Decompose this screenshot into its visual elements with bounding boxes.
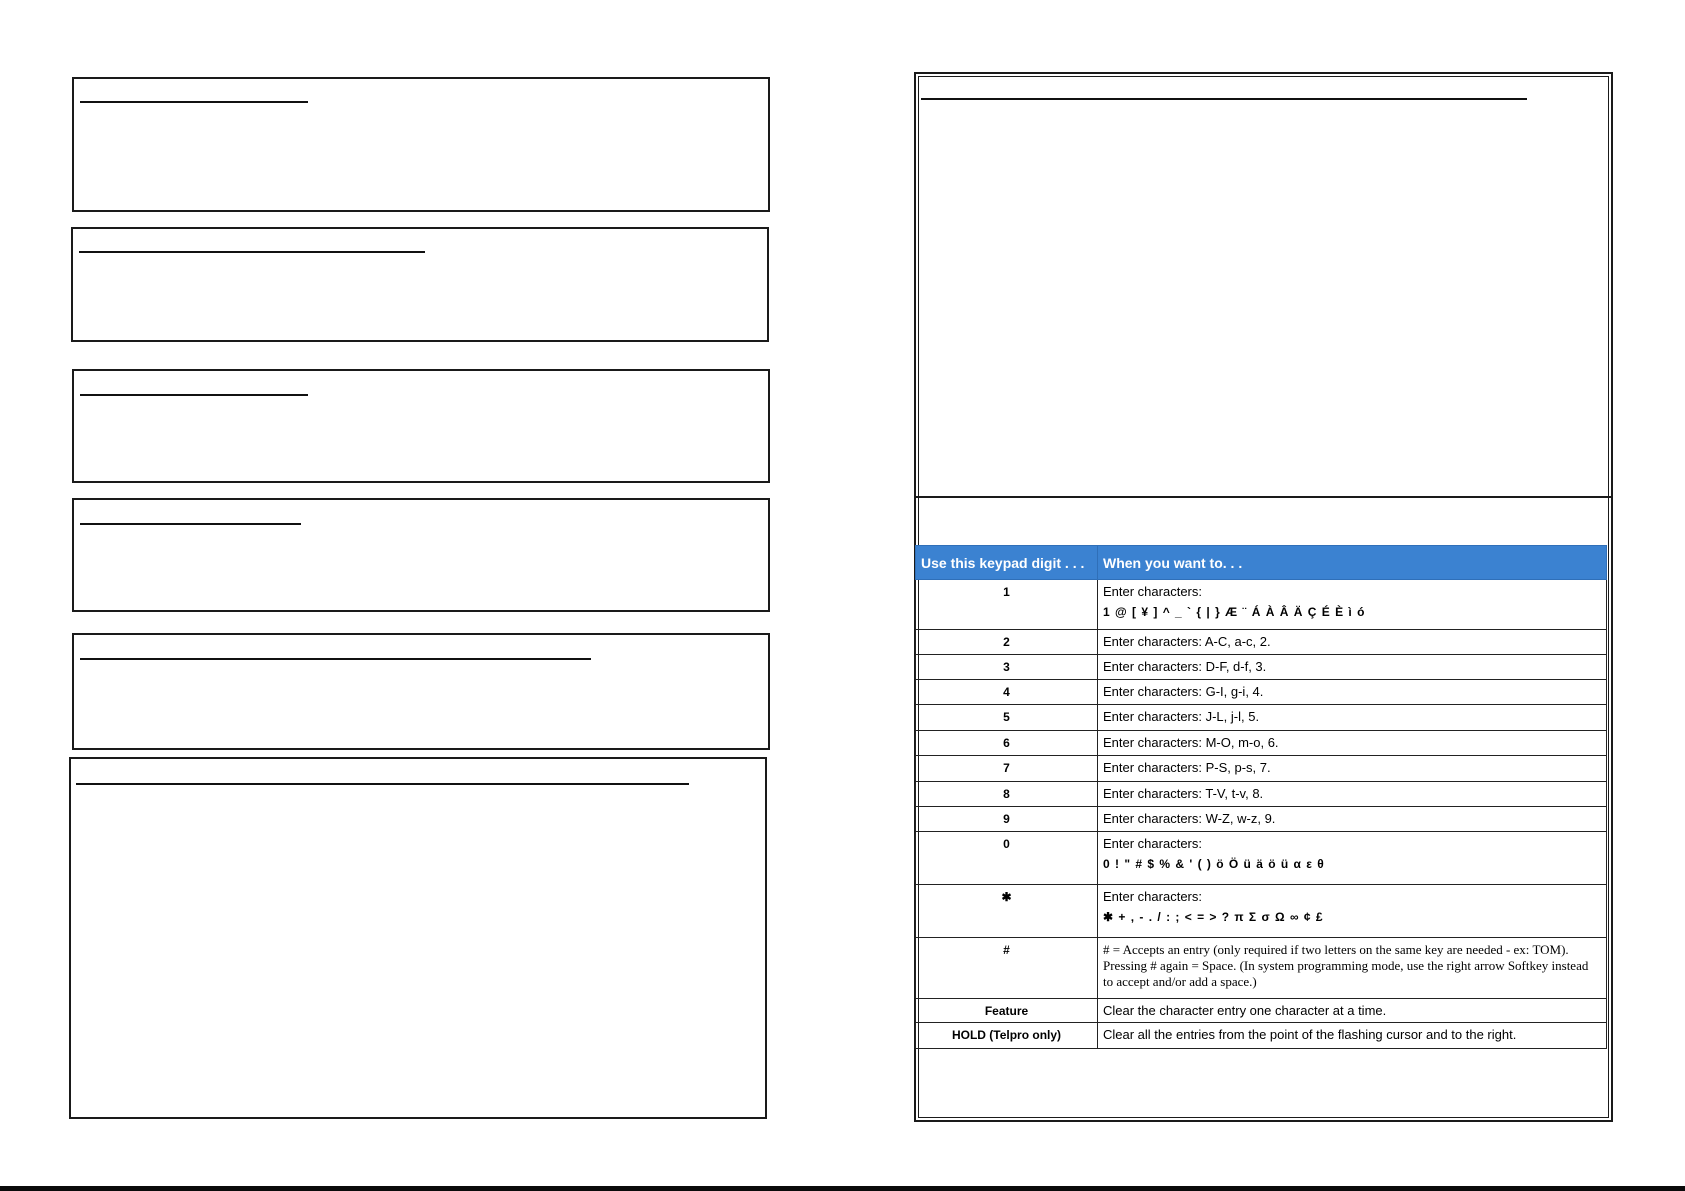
left-section-box-3 — [72, 369, 770, 483]
description-cell: Enter characters: G-I, g-i, 4. — [1098, 680, 1607, 705]
character-set: 1 @ [ ¥ ] ^ _ ` { | } Æ ¨ Á À Â Ä Ç É È ì ó — [1103, 605, 1366, 619]
description-cell: Clear the character entry one character at a time. — [1098, 999, 1607, 1023]
table-row — [916, 680, 1607, 705]
left-section-box-2 — [71, 227, 769, 342]
table-row — [916, 885, 1607, 938]
table-row — [916, 655, 1607, 680]
table-row — [916, 630, 1607, 655]
table-row — [916, 938, 1607, 999]
left-section-box-1 — [72, 77, 770, 212]
description-cell: Clear all the entries from the point of the flashing cursor and to the right. — [1098, 1023, 1607, 1049]
description-cell — [1098, 885, 1607, 938]
digit-cell: 1 — [916, 580, 1098, 630]
header-when-you-want-to: When you want to. . . — [1098, 546, 1607, 580]
left-section-3-heading-rule — [80, 394, 308, 396]
digit-cell: ✱ — [916, 885, 1098, 938]
left-section-box-4 — [72, 498, 770, 612]
table-row — [916, 807, 1607, 832]
description-cell: Enter characters: P-S, p-s, 7. — [1098, 756, 1607, 782]
left-section-4-heading-rule — [80, 523, 301, 525]
digit-cell: 8 — [916, 782, 1098, 807]
table-row — [916, 1023, 1607, 1049]
header-keypad-digit: Use this keypad digit . . . — [916, 546, 1098, 580]
description-cell: Enter characters: M-O, m-o, 6. — [1098, 731, 1607, 756]
character-set: ✱ + , - . / : ; < = > ? π Σ σ Ω ∞ ¢ £ — [1103, 910, 1324, 924]
digit-cell: Feature — [916, 999, 1098, 1023]
table-row — [916, 580, 1607, 630]
table-row — [916, 782, 1607, 807]
table-header-row — [916, 546, 1607, 580]
table-row — [916, 731, 1607, 756]
description-text: Enter characters: — [1103, 584, 1202, 599]
description-cell — [1098, 832, 1607, 885]
digit-cell: 0 — [916, 832, 1098, 885]
description-text: Enter characters: — [1103, 889, 1202, 904]
digit-cell: # — [916, 938, 1098, 999]
table-row — [916, 756, 1607, 782]
character-set: 0 ! " # $ % & ' ( ) ö Ö ü ä ö ü α ε θ — [1103, 857, 1325, 871]
description-cell: Enter characters: J-L, j-l, 5. — [1098, 705, 1607, 731]
digit-cell: 3 — [916, 655, 1098, 680]
left-section-box-5 — [72, 633, 770, 750]
description-cell — [1098, 580, 1607, 630]
digit-cell: 5 — [916, 705, 1098, 731]
left-section-5-heading-rule — [80, 658, 591, 660]
table-row — [916, 999, 1607, 1023]
description-cell: Enter characters: T-V, t-v, 8. — [1098, 782, 1607, 807]
digit-cell: 6 — [916, 731, 1098, 756]
description-cell: # = Accepts an entry (only required if two letters on the same key are needed - ex: TOM). Pressing # again = Space. (In system programming mode, use the right arrow Softkey instead to accept and/or add a space.) — [1098, 938, 1607, 999]
digit-cell: 9 — [916, 807, 1098, 832]
description-cell: Enter characters: W-Z, w-z, 9. — [1098, 807, 1607, 832]
right-panel-divider — [914, 496, 1613, 498]
digit-cell: 4 — [916, 680, 1098, 705]
left-section-1-heading-rule — [80, 101, 308, 103]
left-section-box-6 — [69, 757, 767, 1119]
keypad-character-table — [915, 545, 1607, 1049]
table-row — [916, 832, 1607, 885]
left-section-6-heading-rule — [76, 783, 689, 785]
description-cell: Enter characters: D-F, d-f, 3. — [1098, 655, 1607, 680]
bottom-edge-strip — [0, 1186, 1685, 1191]
table-row — [916, 705, 1607, 731]
digit-cell: 7 — [916, 756, 1098, 782]
digit-cell: HOLD (Telpro only) — [916, 1023, 1098, 1049]
digit-cell: 2 — [916, 630, 1098, 655]
description-text: Enter characters: — [1103, 836, 1202, 851]
right-panel-heading-rule — [921, 98, 1527, 100]
description-cell: Enter characters: A-C, a-c, 2. — [1098, 630, 1607, 655]
left-section-2-heading-rule — [79, 251, 425, 253]
